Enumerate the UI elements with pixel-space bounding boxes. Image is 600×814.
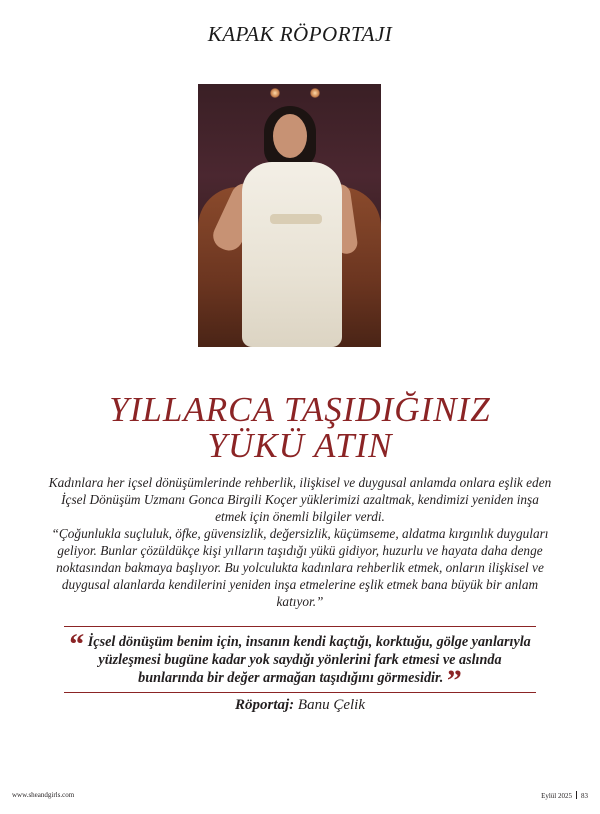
pull-quote-text: İçsel dönüşüm benim için, insanın kendi kaçtığı, korktuğu, gölge yanlarıyla yüzleşmesi bugüne kadar yok saydığı yönlerini fark etmesi ve aslında bunlarında bir değer armağan taşıdığını görmesidir. <box>87 634 531 686</box>
section-label: KAPAK RÖPORTAJI <box>207 22 393 46</box>
face-shape <box>273 114 307 158</box>
dress-shape <box>242 162 342 347</box>
portrait-photo <box>198 84 381 347</box>
open-quote-icon: “ <box>69 628 85 661</box>
byline-name: Banu Çelik <box>297 697 365 713</box>
headline-line-2: YÜKÜ ATIN <box>207 426 393 465</box>
belt-shape <box>270 214 322 224</box>
headline-line-1: YILLARCA TAŞIDIĞINIZ <box>109 390 491 429</box>
pull-quote <box>64 626 536 697</box>
lamp-light-icon <box>270 88 280 98</box>
intro-quote-paragraph: “Çoğunlukla suçluluk, öfke, güvensizlik, değersizlik, küçümseme, aldatma kırgınlık duyguları geliyor. Bunlar çözüldükçe kişi yılların taşıdığı yükü gidiyor, huzurlu ve hayata daha denge noktasından bakmaya başlıyor. Bu yolculukta kadınlara rehberlik etmek, onların ilişkisel ve duygusal alanlarda kendilerini yeniden inşa etmelerine eşlik etmek bana büyük bir anlam katıyor.” <box>51 526 549 609</box>
byline-label: Röportaj: <box>234 697 295 713</box>
headline <box>0 392 600 464</box>
close-quote-icon: ” <box>446 664 462 697</box>
footer-url[interactable]: www.sheandgirls.com <box>12 791 75 799</box>
intro-text <box>46 474 554 610</box>
footer-divider <box>576 791 577 799</box>
byline <box>0 697 600 714</box>
issue-date: Eylül 2025 <box>541 792 572 800</box>
lamp-light-icon <box>310 88 320 98</box>
page-number: 83 <box>581 792 588 800</box>
footer-issue <box>541 791 588 800</box>
intro-paragraph: Kadınlara her içsel dönüşümlerinde rehberlik, ilişkisel ve duygusal anlamda onlara eşlik eden İçsel Dönüşüm Uzmanı Gonca Birgili Koçer yüklerimizi azaltmak, kendimizi yeniden inşa etmek için önemli bilgiler verdi. <box>48 475 552 524</box>
